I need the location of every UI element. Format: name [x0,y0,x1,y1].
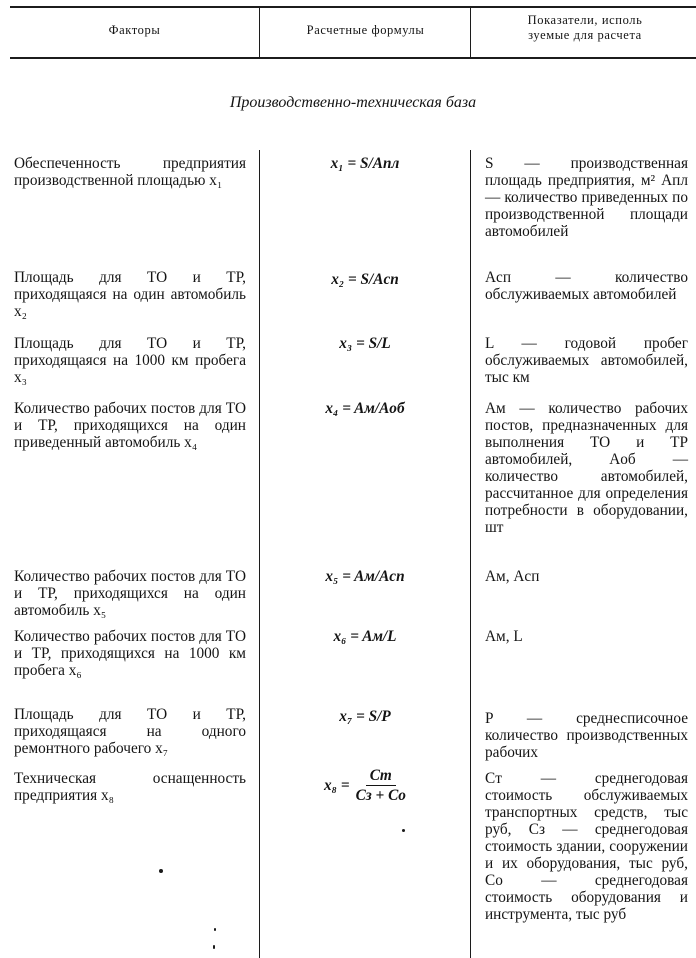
column-divider-body-1 [259,150,260,958]
header-rule [10,57,696,59]
header-formulas: Расчетные формулы [306,23,425,37]
row-4-factor: Количество рабочих постов для ТО и ТР, приходящихся на один приведенный автомобиль x₄ [14,400,246,451]
column-divider-header-2 [470,6,471,58]
row-3-formula: x₃ = S/L [339,335,391,352]
row-7-formula: x₇ = S/P [339,708,391,725]
row-2-factor: Площадь для ТО и ТР, приходящаяся на один автомобиль x₂ [14,269,246,320]
header-indicators-line2: зуемые для расчета [528,28,642,42]
row-5-factor: Количество рабочих постов для ТО и ТР, приходящихся на один автомобиль x₅ [14,568,246,619]
row-8-factor: Техническая оснащенность предприятия x₈ [14,770,246,804]
scan-speck [214,928,216,931]
row-5-indicators: Aм, Aсп [485,568,540,585]
row-6-formula: x₆ = Aм/L [333,628,397,645]
column-divider-body-2 [470,150,471,958]
row-1-indicators: S — производственная площадь предприятия, м² Aпл — количество приведенных по производственной площади автомобилей [485,155,688,240]
top-rule [10,6,696,8]
section-title: Производственно-техническая база [229,94,477,111]
row-8-formula [262,767,468,804]
row-1-formula: x₁ = S/Aпл [330,155,400,172]
scan-speck [159,869,163,873]
row-5-formula: x₅ = Aм/Aсп [325,568,405,585]
row-4-indicators: Aм — количество рабочих постов, предназначенных для выполнения ТО и ТР автомобилей, Aоб — количество автомобилей, рассчитанное для определения потребности в оборудовании, шт [485,400,688,536]
header-indicators [478,13,692,43]
row-8-fraction [324,767,406,804]
row-8-numerator: Cт [366,767,396,786]
row-8-denominator: Cз + Co [355,787,406,804]
row-8-fraction-box [356,767,406,804]
row-4-formula: x₄ = Aм/Aоб [325,400,405,417]
scan-speck [402,829,405,832]
row-6-factor: Количество рабочих постов для ТО и ТР, приходящихся на 1000 км пробега x₆ [14,628,246,679]
row-1-factor: Обеспеченность предприятия производственной площадью x₁ [14,155,246,189]
header-factors: Факторы [108,23,161,37]
row-7-factor: Площадь для ТО и ТР, приходящаяся на одного ремонтного рабочего x₇ [14,706,246,757]
row-2-formula: x₂ = S/Aсп [331,271,399,288]
row-8-indicators: Cт — среднегодовая стоимость обслуживаемых транспортных средств, тыс руб, Cз — среднегодовая стоимость здании, сооружении и их оборудования, тыс руб, Co — среднегодовая стоимость оборудования и инструмента, тыс руб [485,770,688,923]
header-indicators-line1: Показатели, исполь [527,13,643,27]
row-8-formula-lhs: x₈ = [324,777,350,794]
scan-speck [213,945,215,949]
row-3-factor: Площадь для ТО и ТР, приходящаяся на 1000 км пробега x₃ [14,335,246,386]
row-7-indicators: P — среднесписочное количество производственных рабочих [485,710,688,761]
row-2-indicators: Aсп — количество обслуживаемых автомобилей [485,269,688,303]
row-6-indicators: Aм, L [485,628,523,645]
row-3-indicators: L — годовой пробег обслуживаемых автомобилей, тыс км [485,335,688,386]
